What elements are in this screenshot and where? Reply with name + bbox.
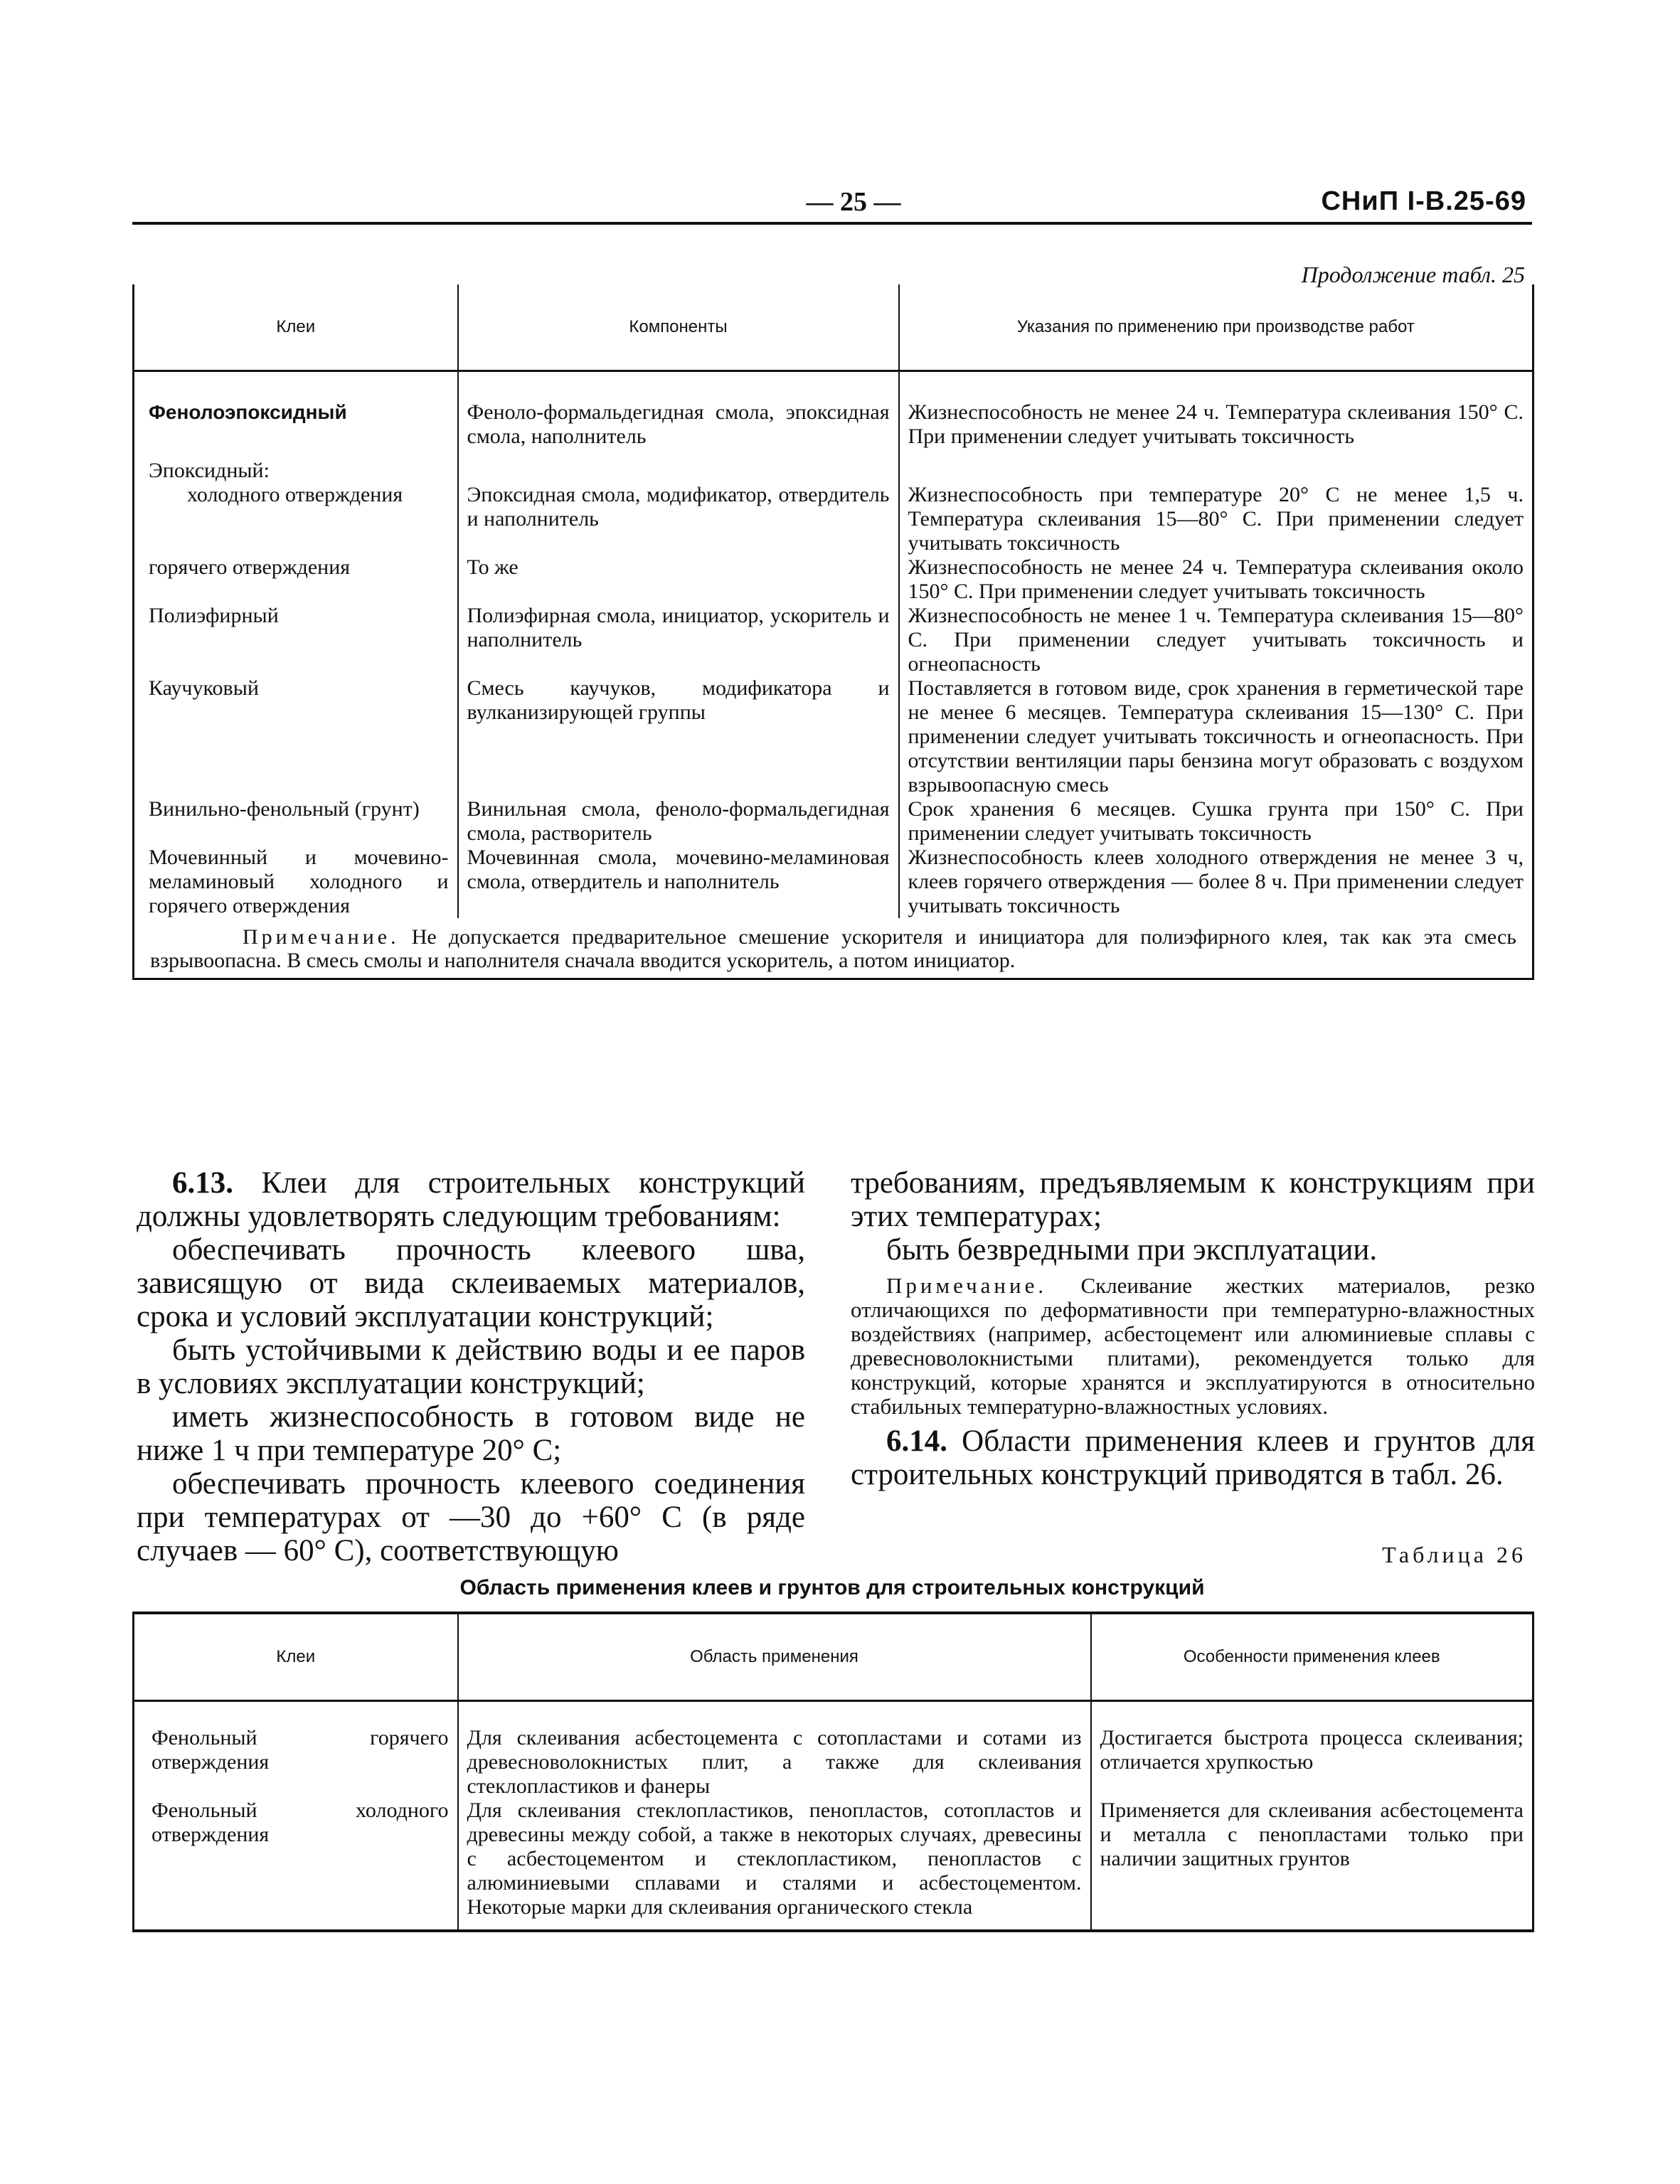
glue-subtype: холодного отверждения [187,483,403,506]
table-26 [132,1612,1534,1932]
table-row [134,846,1533,918]
requirement-item: быть безвредными при эксплуатации. [886,1233,1378,1267]
table-25 [132,284,1534,980]
note-text: Не допускается предварительное смешение ускорителя и инициатора для полиэфирного клея, так как эта смесь взрывоопасна. В смесь смолы и наполнителя сначала вводится ускоритель, а потом инициатор. [150,925,1516,972]
instructions: Жизнеспособность не менее 1 ч. Температура склеивания 15—80° С. При применении следует учитывать токсичность и огнеопасность [899,604,1533,676]
note-label: Примечание. [243,925,400,949]
page-number: — 25 — [806,187,901,217]
instructions: Жизнеспособность не менее 24 ч. Температура склеивания около 150° С. При применении следует учитывать токсичность [899,555,1533,604]
glue-group-label: Эпоксидный: [149,459,270,482]
table-continuation-label: Продолжение табл. 25 [1301,262,1525,287]
requirement-item: обеспечивать прочность клеевого шва, зависящую от вида склеиваемых материалов, срока и условий эксплуатации конструкций; [137,1233,805,1333]
column-header-features: Особенности применения клеев [1091,1613,1533,1701]
requirement-item: быть устойчивыми к действию воды и ее паров в условиях эксплуатации конструкций; [137,1333,805,1400]
components: Полиэфирная смола, инициатор, ускоритель и наполнитель [458,604,899,676]
components: Мочевинная смола, мочевино-меламиновая смола, отвердитель и наполнитель [458,846,899,918]
components: Винильная смола, феноло-формальдегидная смола, растворитель [458,797,899,846]
table-row [134,371,1533,449]
scope: Для склеивания стеклопластиков, пенопластов, сотопластов и древесины между собой, а также в некоторых случаях, древесины с асбестоцементом и стеклопластиком, пенопластов с алюминиевыми сплавами и сталями и асбестоцементом. Некоторые марки для склеивания органического стекла [458,1799,1091,1931]
requirement-continuation: требованиям, предъявляемым к конструкциям при этих температурах; [851,1166,1535,1233]
column-header-glue: Клеи [134,1613,458,1701]
note-text: Склеивание жестких материалов, резко отличающихся по деформативности при температурно-влажностных воздействиях (например, асбестоцемент или алюминиевые сплавы с древесноволокнистыми плитами), рекомендуется только для конструкций, которые хранятся и эксплуатируются в относительно стабильных температурно-влажностных условиях. [851,1273,1535,1419]
features: Достигается быстрота процесса склеивания; отличается хрупкостью [1091,1701,1533,1799]
table-row [134,1701,1533,1799]
glue-name: Мочевинный и мочевино-меламиновый холодного и горячего отверждения [149,846,449,917]
scope: Для склеивания асбестоцемента с сотопластами и сотами из древесноволокнистых плит, а также для склеивания стеклопластиков и фанеры [458,1701,1091,1799]
table-note [134,918,1533,979]
glue-name: Фенолоэпоксидный [149,401,347,423]
header-rule [132,222,1532,225]
table-header-row [134,1613,1533,1701]
table-row [134,449,1533,555]
column-header-components: Компоненты [458,284,899,371]
table-row [134,555,1533,604]
table-title: Область применения клеев и грунтов для строительных конструкций [459,1576,1205,1599]
table-note-row [134,918,1533,979]
glue-name: горячего отверждения [149,555,351,579]
components: Феноло-формальдегидная смола, эпоксидная смола, наполнитель [458,371,899,449]
clause-number: 6.13. [172,1166,233,1200]
clause-intro: Клеи для строительных конструкций должны удовлетворять следующим требованиям: [137,1166,806,1233]
glue-name: Каучуковый [149,676,259,700]
text-column-left [137,1166,805,1567]
glue-name: Полиэфирный [149,604,279,627]
features: Применяется для склеивания асбестоцемента и металла с пенопластами только при наличии защитных грунтов [1091,1799,1533,1931]
column-header-instructions: Указания по применению при производстве работ [899,284,1533,371]
instructions: Жизнеспособность клеев холодного отверждения не менее 3 ч, клеев горячего отверждения — более 8 ч. При применении следует учитывать токсичность [899,846,1533,918]
clause-number: 6.14. [886,1424,947,1458]
glue-name [134,449,458,555]
section-note [851,1274,1535,1419]
clause-text: Области применения клеев и грунтов для строительных конструкций приводятся в табл. 26. [851,1424,1535,1491]
instructions: Жизнеспособность не менее 24 ч. Температура склеивания 150° С. При применении следует учитывать токсичность [899,371,1533,449]
document-code: СНиП I-В.25-69 [1321,186,1526,216]
column-header-glue: Клеи [134,284,458,371]
paragraph-6-14 [851,1424,1535,1491]
components: То же [458,555,899,604]
glue-name: Фенольный горячего отверждения [151,1726,449,1774]
components: Смесь каучуков, модификатора и вулканизирующей группы [458,676,899,797]
table-row [134,797,1533,846]
column-header-scope: Область применения [458,1613,1091,1701]
requirement-item: иметь жизнеспособность в готовом виде не ниже 1 ч при температуре 20° С; [137,1400,805,1467]
table-number: Таблица 26 [1382,1542,1526,1567]
table-header-row [134,284,1533,371]
instructions: Срок хранения 6 месяцев. Сушка грунта при 150° С. При применении следует учитывать токсичность [899,797,1533,846]
table-row [134,604,1533,676]
paragraph-6-13 [137,1166,805,1233]
instructions: Поставляется в готовом виде, срок хранения в герметической таре не менее 6 месяцев. Температура склеивания 15—130° С. При применении следует учитывать токсичность и огнеопасность. При отсутствии вентиляции пары бензина могут образовать с воздухом взрывоопасную смесь [899,676,1533,797]
requirement-item: обеспечивать прочность клеевого соединения при температурах от —30 до +60° С (в ряде случаев — 60° С), соответствующую [137,1467,805,1567]
table-row [134,676,1533,797]
components: Эпоксидная смола, модификатор, отвердитель и наполнитель [458,449,899,555]
table-row [134,1799,1533,1931]
instructions: Жизнеспособность при температуре 20° С не менее 1,5 ч. Температура склеивания 15—80° С. При применении следует учитывать токсичность [899,449,1533,555]
glue-name: Винильно-фенольный (грунт) [149,797,420,821]
glue-name: Фенольный холодного отверждения [151,1799,449,1846]
note-label: Примечание. [886,1273,1048,1298]
text-column-right [851,1166,1535,1491]
